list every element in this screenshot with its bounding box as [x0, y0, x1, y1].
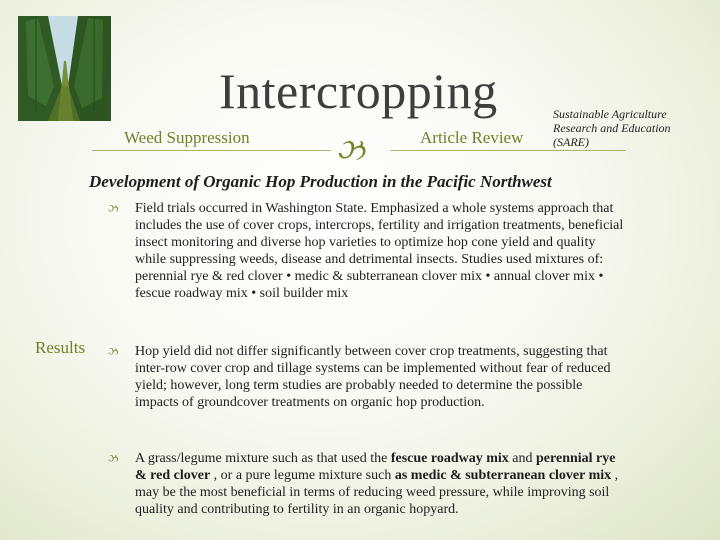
mixture-text-3: , or a pure legume mixture such	[210, 468, 395, 483]
ornament-icon: ઝ	[336, 134, 365, 167]
bullet-text-hop-yield: Hop yield did not differ significantly between cover crop treatments, suggesting that inter-row cover crop and tillage systems can be implemented without fear of reduced yield; however, long term studies are probably needed to determine the possible impacts of groundcover treatments on organic hop production.	[135, 344, 611, 410]
results-label: Results	[35, 338, 86, 357]
bullet-text-mixture	[135, 450, 625, 518]
bullet-icon: ઝ	[108, 346, 119, 358]
mixture-bold-rye-clover: perennial rye & red clover	[135, 451, 616, 483]
slide-title: Intercropping	[219, 63, 498, 119]
hop-field-photo-art	[18, 16, 111, 121]
subtitle-article-review: Article Review	[420, 128, 524, 147]
mixture-bold-fescue: fescue roadway mix	[390, 451, 509, 466]
hop-field-photo	[18, 16, 111, 121]
source-attribution: Sustainable Agriculture Research and Education (SARE)	[553, 107, 671, 149]
subtitle-weed-suppression: Weed Suppression	[124, 128, 250, 147]
divider-left	[92, 150, 331, 151]
mixture-text-2: and	[508, 451, 537, 466]
mixture-text-4: , may be the most beneficial in terms of reducing weed pressure, while improving soil quality and contributing to fertility in an organic hopyard.	[135, 468, 619, 517]
bullet-icon: ઝ	[108, 203, 119, 215]
bullet-text-field-trials: Field trials occurred in Washington State. Emphasized a whole systems approach that includes the use of cover crops, intercrops, fertility and irrigation treatments, beneficial insect monitoring and diverse hop varieties to optimize hop cone yield and quality while suppressing weeds, disease and detrimental insects. Studies used mixtures of: perennial rye & red clover • medic & subterranean clover mix • annual clover mix • fescue roadway mix • soil builder mix	[135, 201, 624, 301]
bullet-icon: ઝ	[108, 453, 119, 465]
divider-right	[390, 150, 626, 151]
mixture-text-1: A grass/legume mixture such as that used the	[135, 451, 391, 466]
mixture-bold-medic: as medic & subterranean clover mix	[394, 468, 612, 483]
article-title: Development of Organic Hop Production in the Pacific Northwest	[89, 172, 552, 191]
